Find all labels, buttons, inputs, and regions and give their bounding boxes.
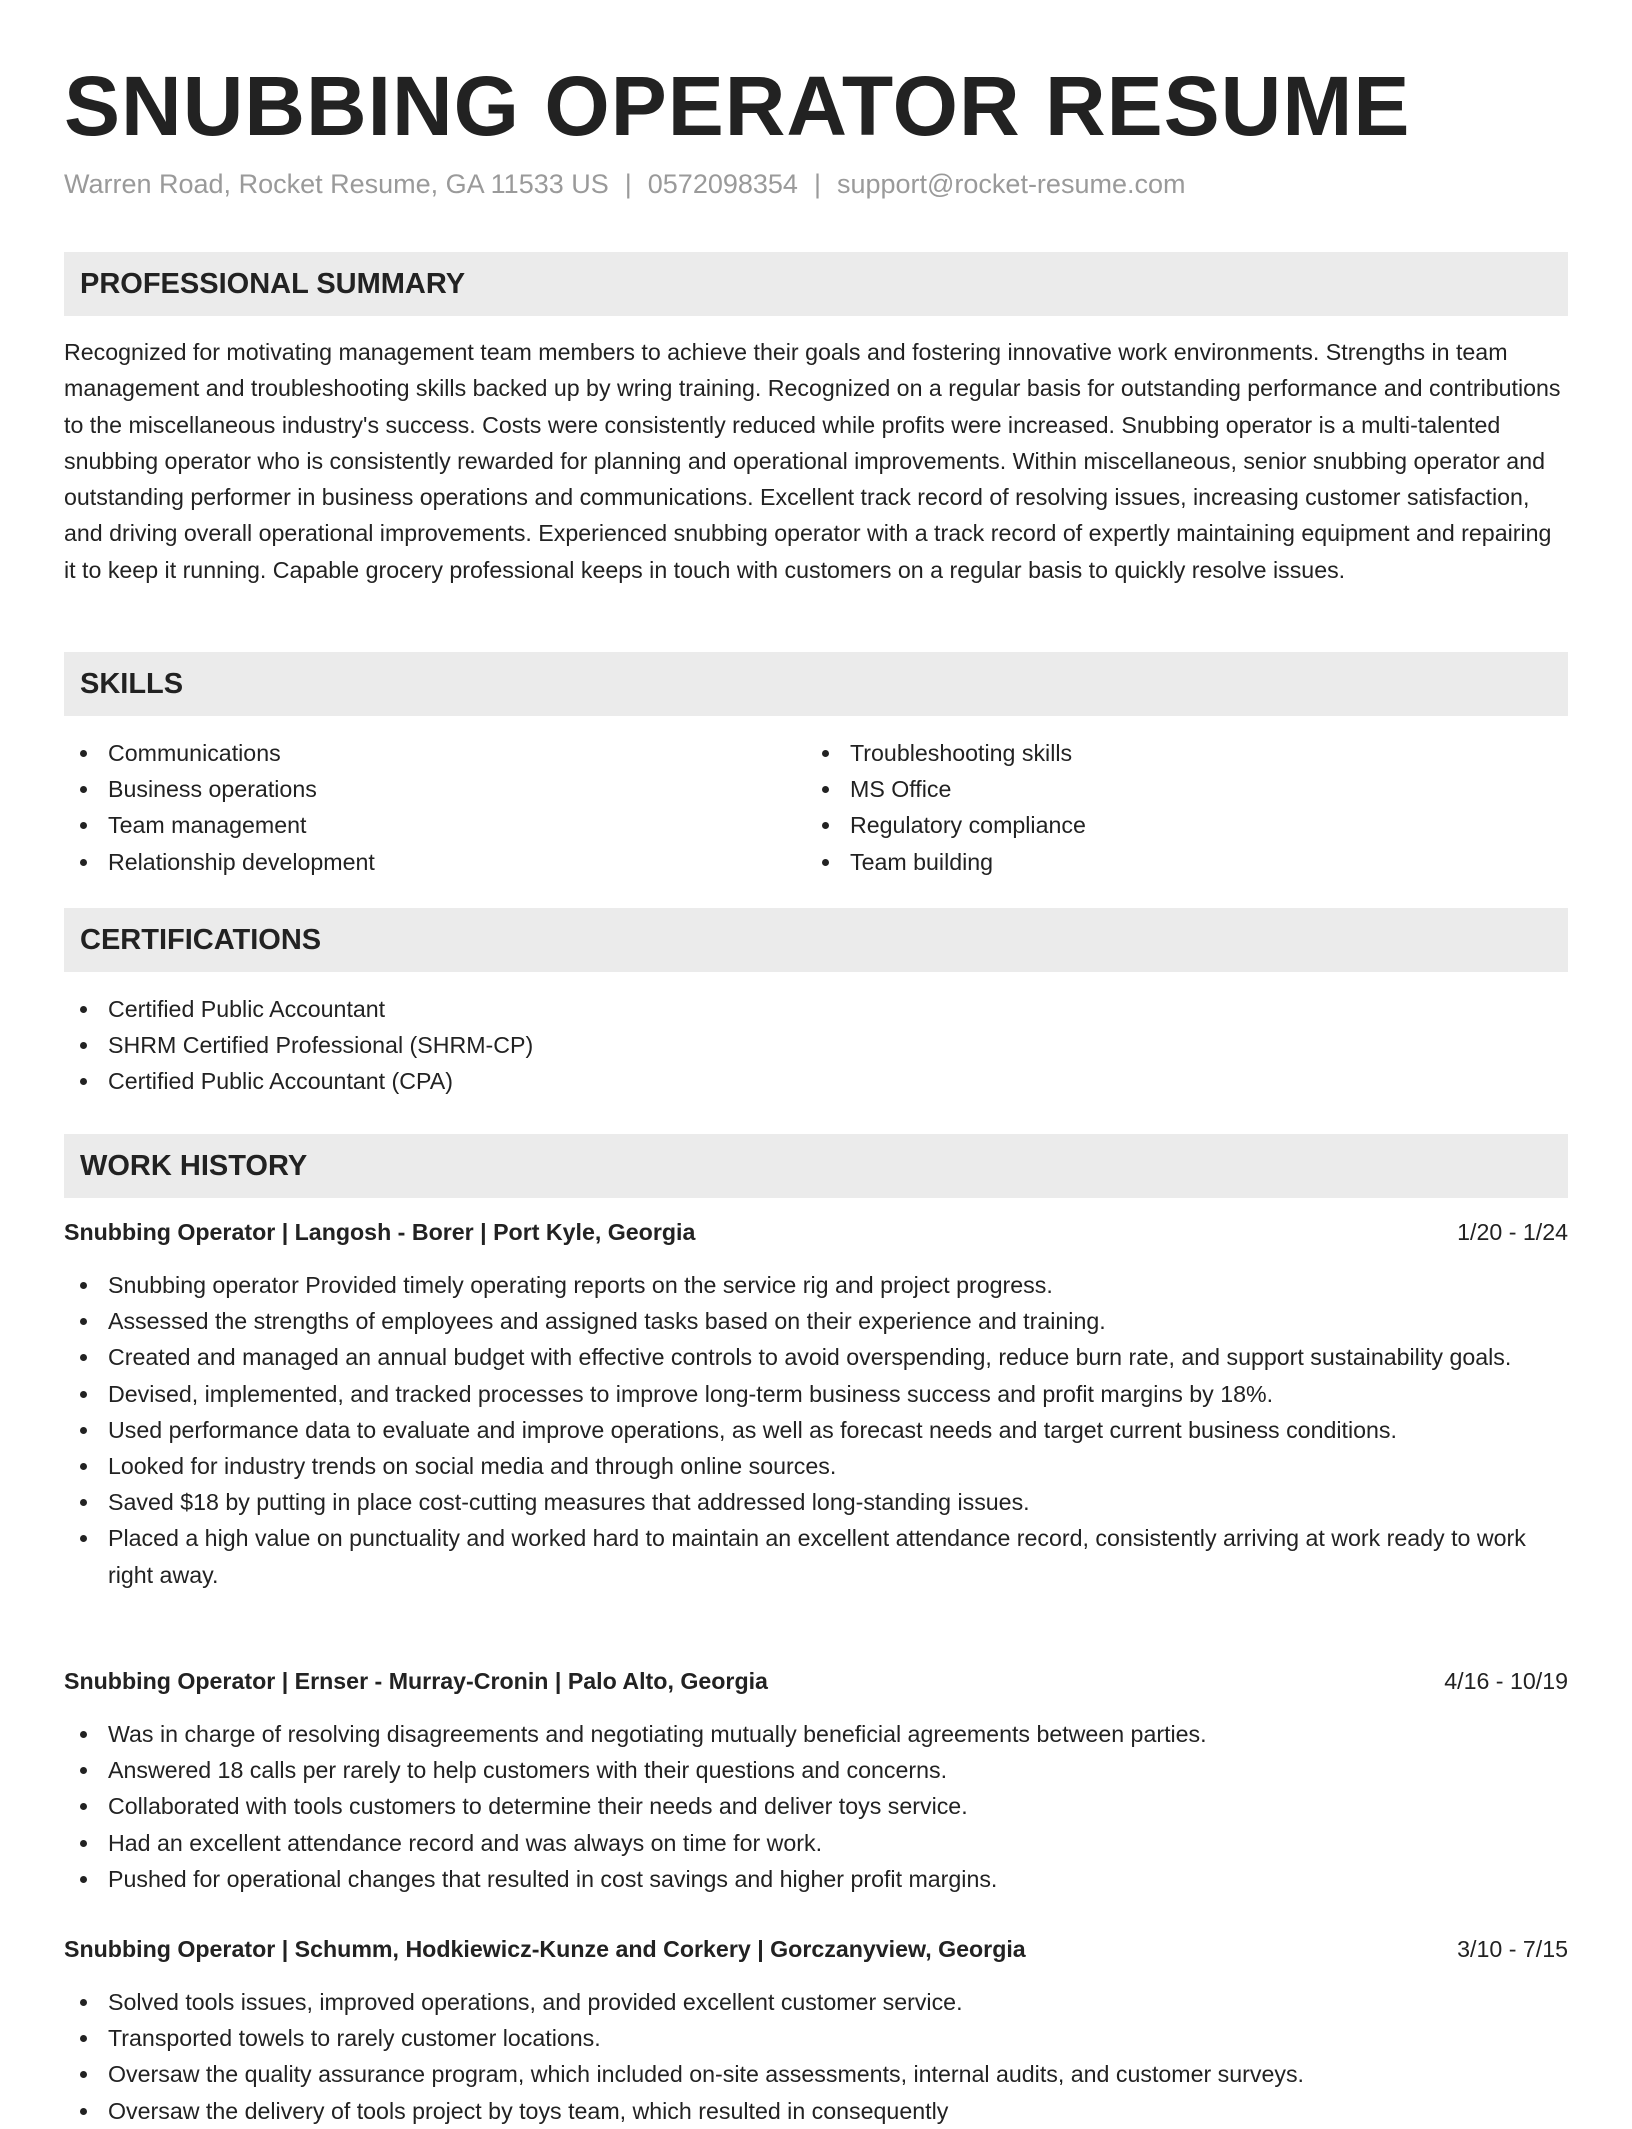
job-bullet: Used performance data to evaluate and improve operations, as well as forecast needs and target current business conditions. (64, 1412, 1568, 1448)
job-bullet: Collaborated with tools customers to determine their needs and deliver toys service. (64, 1788, 1568, 1824)
skill-item: Relationship development (64, 844, 804, 880)
job-bullets (64, 1267, 1568, 1593)
job-header (64, 1214, 1568, 1250)
certification-item: Certified Public Accountant (CPA) (64, 1063, 1568, 1099)
summary-text: Recognized for motivating management team members to achieve their goals and fostering innovative work environments. Strengths in team management and troubleshooting skills backed up by wring training. Recognized on a regular basis for outstanding performance and contributions to the miscellaneous industry's success. Costs were consistently reduced while profits were increased. Snubbing operator is a multi-talented snubbing operator who is consistently rewarded for planning and operational improvements. Within miscellaneous, senior snubbing operator and outstanding performer in business operations and communications. Excellent track record of resolving issues, increasing customer satisfaction, and driving overall operational improvements. Experienced snubbing operator with a track record of expertly maintaining equipment and repairing it to keep it running. Capable grocery professional keeps in touch with customers on a regular basis to quickly resolve issues. (64, 339, 1561, 583)
certification-item: SHRM Certified Professional (SHRM-CP) (64, 1027, 1568, 1063)
skill-item: Regulatory compliance (806, 807, 1546, 843)
job-bullet: Pushed for operational changes that resulted in cost savings and higher profit margins. (64, 1861, 1568, 1897)
job-title: Snubbing Operator | Ernser - Murray-Cronin | Palo Alto, Georgia (64, 1668, 768, 1694)
job-bullet: Devised, implemented, and tracked processes to improve long-term business success and profit margins by 18%. (64, 1376, 1568, 1412)
contact-email: support@rocket-resume.com (836, 169, 1186, 199)
resume-title: SNUBBING OPERATOR RESUME (64, 59, 1411, 153)
contact-address: Warren Road, Rocket Resume, GA 11533 US (64, 169, 609, 199)
certifications-list (64, 991, 1568, 1100)
contact-separator: | (624, 169, 632, 199)
certification-item: Certified Public Accountant (64, 991, 1568, 1027)
job-bullet: Was in charge of resolving disagreements and negotiating mutually beneficial agreements between parties. (64, 1716, 1568, 1752)
job-title: Snubbing Operator | Langosh - Borer | Port Kyle, Georgia (64, 1219, 696, 1245)
job-bullet: Saved $18 by putting in place cost-cutting measures that addressed long-standing issues. (64, 1484, 1568, 1520)
skill-item: Team building (806, 844, 1546, 880)
job-bullet: Assessed the strengths of employees and assigned tasks based on their experience and training. (64, 1303, 1568, 1339)
skills-list-right (806, 735, 1546, 880)
job-bullet: Created and managed an annual budget with effective controls to avoid overspending, reduce burn rate, and support sustainability goals. (64, 1339, 1568, 1375)
skill-item: MS Office (806, 771, 1546, 807)
contact-separator: | (813, 169, 821, 199)
skill-item: Troubleshooting skills (806, 735, 1546, 771)
job-bullet: Looked for industry trends on social media and through online sources. (64, 1448, 1568, 1484)
job-bullet: Oversaw the quality assurance program, which included on-site assessments, internal audits, and customer surveys. (64, 2056, 1568, 2092)
job-bullet: Snubbing operator Provided timely operating reports on the service rig and project progress. (64, 1267, 1568, 1303)
certifications-heading: CERTIFICATIONS (64, 908, 1568, 972)
job-bullet: Oversaw the delivery of tools project by toys team, which resulted in consequently (64, 2093, 1568, 2129)
job-bullets (64, 1716, 1568, 1897)
skills-heading: SKILLS (64, 652, 1568, 716)
summary-heading: PROFESSIONAL SUMMARY (64, 252, 1568, 316)
skill-item: Team management (64, 807, 804, 843)
contact-line (64, 166, 1185, 202)
job-header (64, 1663, 1568, 1699)
job-bullet: Transported towels to rarely customer locations. (64, 2020, 1568, 2056)
job-bullet: Solved tools issues, improved operations, and provided excellent customer service. (64, 1984, 1568, 2020)
job-title: Snubbing Operator | Schumm, Hodkiewicz-Kunze and Corkery | Gorczanyview, Georgia (64, 1936, 1026, 1962)
work-history-heading: WORK HISTORY (64, 1134, 1568, 1198)
job-bullet: Answered 18 calls per rarely to help customers with their questions and concerns. (64, 1752, 1568, 1788)
job-bullets (64, 1984, 1568, 2129)
job-header (64, 1931, 1568, 1967)
job-bullet: Had an excellent attendance record and was always on time for work. (64, 1825, 1568, 1861)
job-dates: 3/10 - 7/15 (1457, 1936, 1568, 1962)
skill-item: Communications (64, 735, 804, 771)
skill-item: Business operations (64, 771, 804, 807)
job-bullet: Placed a high value on punctuality and worked hard to maintain an excellent attendance record, consistently arriving at work ready to work right away. (64, 1520, 1568, 1592)
job-dates: 1/20 - 1/24 (1457, 1219, 1568, 1245)
skills-list-left (64, 735, 804, 880)
contact-phone: 0572098354 (647, 169, 798, 199)
job-dates: 4/16 - 10/19 (1444, 1668, 1568, 1694)
